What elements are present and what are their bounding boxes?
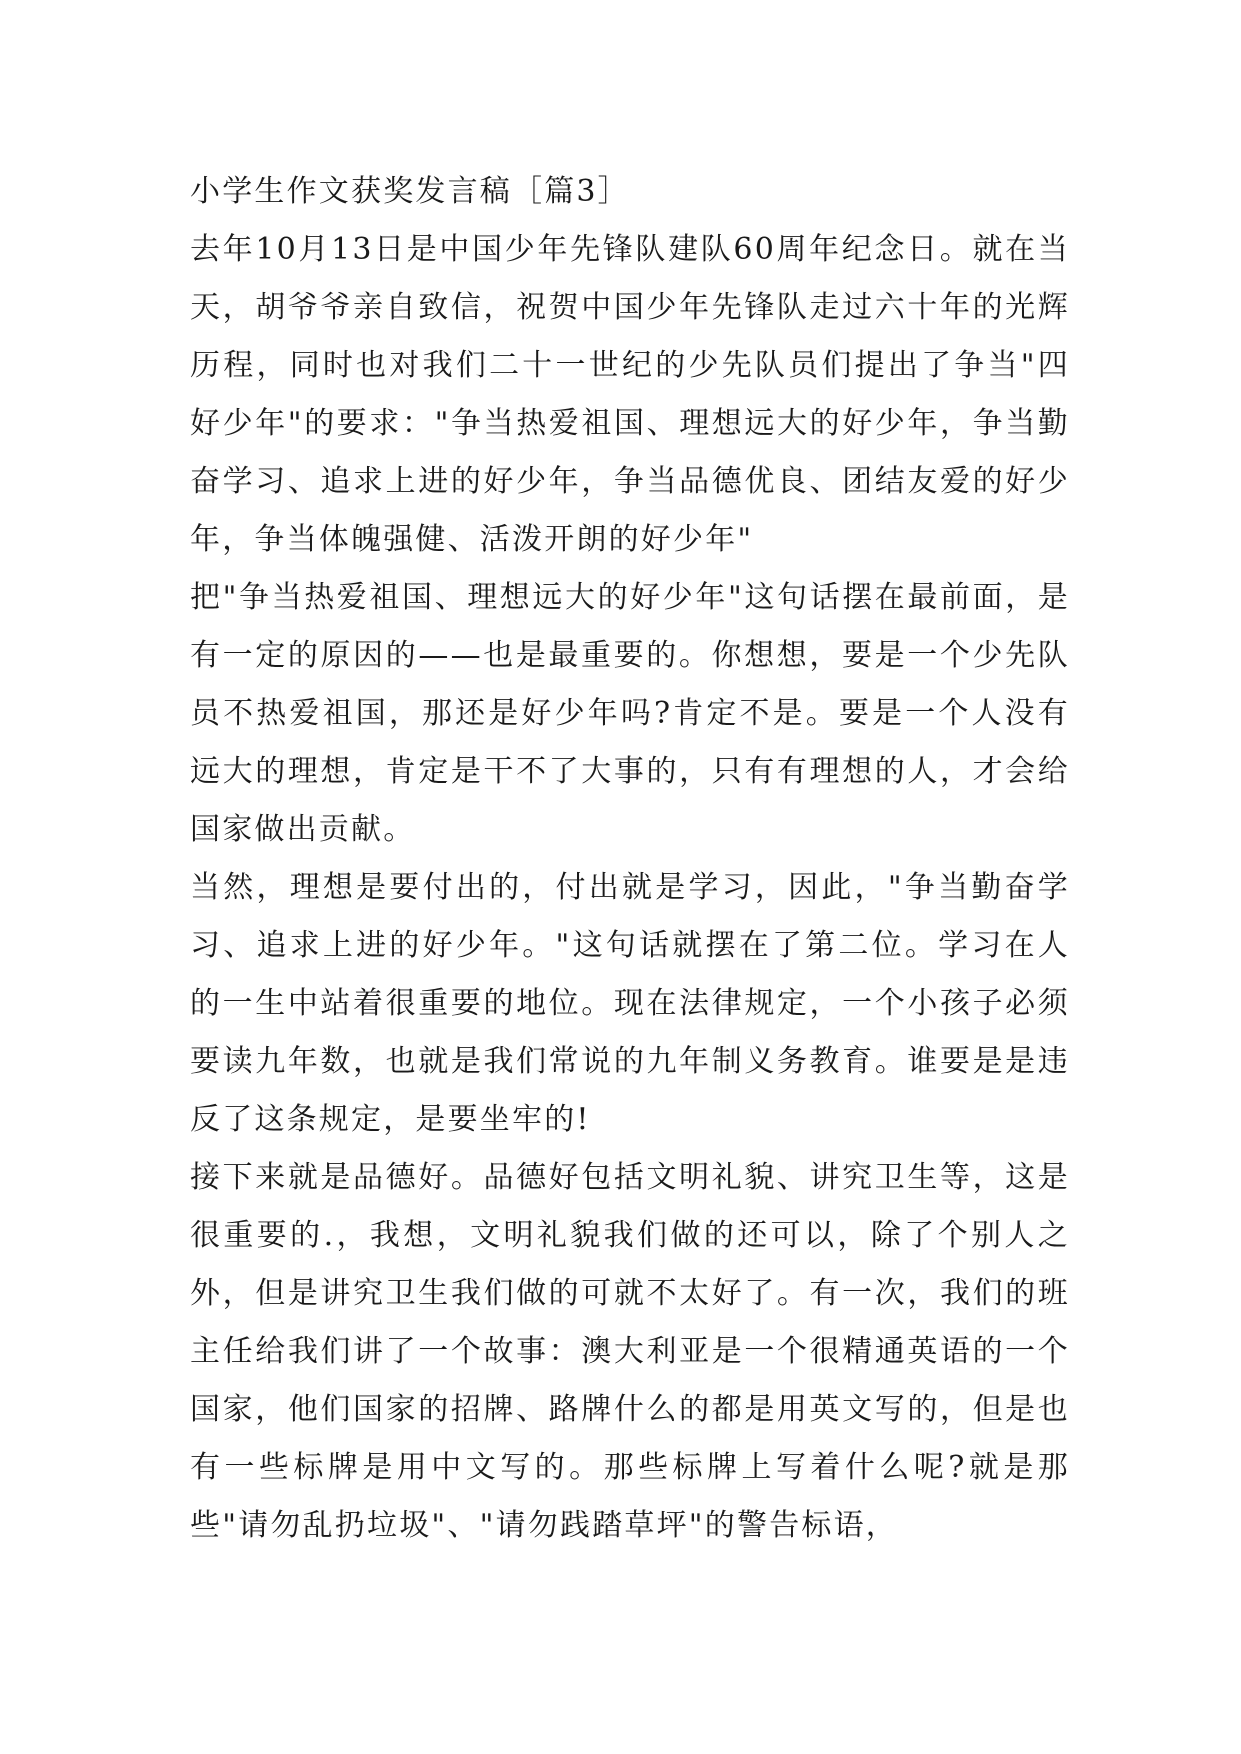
document-title: 小学生作文获奖发言稿［篇3］ [190, 174, 630, 209]
document-body [190, 163, 1070, 1555]
paragraph-3: 当然，理想是要付出的，付出就是学习，因此，"争当勤奋学习、追求上进的好少年。"这句话就摆在了第二位。学习在人的一生中站着很重要的地位。现在法律规定，一个小孩子必须要读九年数，也就是我们常说的九年制义务教育。谁要是是违反了这条规定，是要坐牢的! [190, 870, 1070, 1137]
paragraph-4: 接下来就是品德好。品德好包括文明礼貌、讲究卫生等，这是很重要的.，我想，文明礼貌我们做的还可以，除了个别人之外，但是讲究卫生我们做的可就不太好了。有一次，我们的班主任给我们讲了一个故事：澳大利亚是一个很精通英语的一个国家，他们国家的招牌、路牌什么的都是用英文写的，但是也有一些标牌是用中文写的。那些标牌上写着什么呢?就是那些"请勿乱扔垃圾"、"请勿践踏草坪"的警告标语， [190, 1160, 1070, 1543]
paragraph-1: 去年10月13日是中国少年先锋队建队60周年纪念日。就在当天，胡爷爷亲自致信，祝贺中国少年先锋队走过六十年的光辉历程，同时也对我们二十一世纪的少先队员们提出了争当"四好少年"的要求："争当热爱祖国、理想远大的好少年，争当勤奋学习、追求上进的好少年，争当品德优良、团结友爱的好少年，争当体魄强健、活泼开朗的好少年" [190, 232, 1070, 557]
paragraph-2: 把"争当热爱祖国、理想远大的好少年"这句话摆在最前面，是有一定的原因的——也是最重要的。你想想，要是一个少先队员不热爱祖国，那还是好少年吗?肯定不是。要是一个人没有远大的理想，肯定是干不了大事的，只有有理想的人，才会给国家做出贡献。 [190, 580, 1070, 847]
